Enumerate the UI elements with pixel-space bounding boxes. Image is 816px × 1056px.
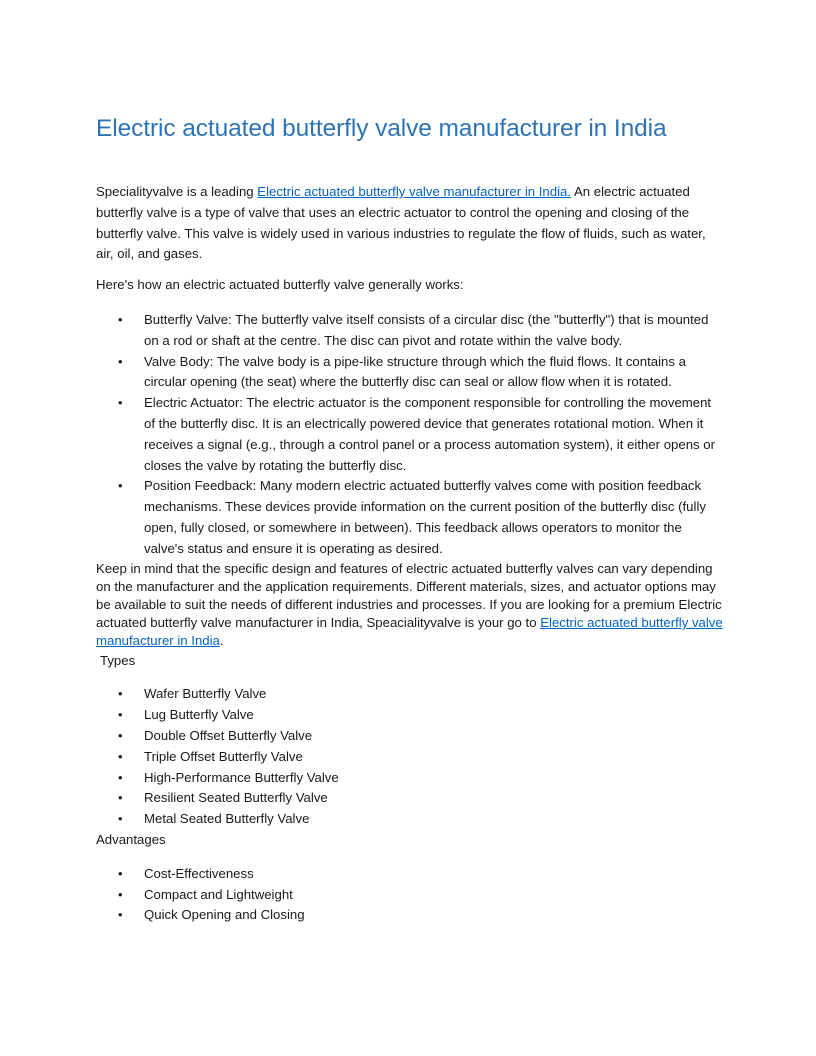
works-list [96, 310, 724, 560]
list-item [96, 352, 724, 394]
list-item [96, 684, 724, 705]
list-item [96, 393, 724, 476]
types-list [96, 684, 724, 830]
bullet-icon: • [118, 707, 123, 723]
bullet-icon: • [118, 811, 123, 827]
list-item [96, 768, 724, 789]
list-item-text: Double Offset Butterfly Valve [144, 727, 313, 743]
list-item [96, 809, 724, 830]
list-item [96, 476, 724, 559]
list-item [96, 705, 724, 726]
list-item [96, 788, 724, 809]
list-item-text: High-Performance Butterfly Valve [144, 769, 339, 785]
list-item [96, 905, 724, 926]
list-item [96, 310, 724, 352]
list-item-text: Quick Opening and Closing [144, 907, 305, 923]
list-item-text: Triple Offset Butterfly Valve [144, 748, 303, 764]
intro-link[interactable]: Electric actuated butterfly valve manufacturer in India. [257, 184, 572, 199]
keep-in-mind-text: Keep in mind that the specific design and features of electric actuated butterfly valves can vary depending on the manufacturer and the application requirements. Different materials, sizes, and actuator options may be available to suit the needs of different industries and processes. If you are looking for a premium Electric actuated butterfly valve manufacturer in India, Speacialityvalve is your go to [96, 560, 722, 631]
types-heading: Types [100, 652, 136, 668]
bullet-icon: • [118, 727, 123, 743]
bullet-icon: • [118, 886, 123, 902]
intro-prefix: Specialityvalve is a leading [96, 184, 258, 199]
bullet-icon: • [118, 748, 123, 764]
bullet-icon: • [118, 769, 123, 785]
list-item [96, 747, 724, 768]
list-item [96, 864, 724, 885]
bullet-icon: • [118, 790, 123, 806]
list-item-text: Resilient Seated Butterfly Valve [144, 790, 328, 806]
list-item [96, 885, 724, 906]
advantages-list [96, 864, 724, 926]
document-page [96, 112, 724, 926]
list-item-text: Wafer Butterfly Valve [144, 686, 267, 702]
bullet-icon: • [118, 907, 123, 923]
list-item-text: Metal Seated Butterfly Valve [144, 811, 310, 827]
bullet-icon: • [118, 353, 123, 369]
list-item-text: Cost-Effectiveness [144, 865, 254, 881]
bullet-icon: • [118, 686, 123, 702]
list-item-text: Position Feedback: Many modern electric actuated butterfly valves come with position feedback mechanisms. These devices provide information on the current position of the butterfly disc (fully open, fully closed, or somewhere in between). This feedback allows operators to monitor the valve's status and ensure it is operating as desired. [144, 478, 706, 556]
page-title: Electric actuated butterfly valve manufacturer in India [96, 115, 667, 142]
list-item-text: Lug Butterfly Valve [144, 707, 254, 723]
list-item-text: Compact and Lightweight [144, 886, 293, 902]
intro-suffix: An electric actuated butterfly valve is a type of valve that uses an electric actuator to control the opening and closing of the butterfly valve. This valve is widely used in various industries to regulate the flow of fluids, such as water, air, oil, and gases. [96, 184, 706, 262]
keep-in-mind-link[interactable]: Electric actuated butterfly valve manufacturer in India [96, 615, 723, 649]
keep-in-mind-paragraph [96, 560, 724, 651]
keep-in-mind-suffix: . [219, 633, 224, 649]
list-item-text: Electric Actuator: The electric actuator is the component responsible for controlling the movement of the butterfly disc. It is an electrically powered device that generates rotational motion. When it receives a signal (e.g., through a control panel or a process automation system), it either opens or closes the valve by rotating the butterfly disc. [144, 395, 716, 473]
bullet-icon: • [118, 478, 123, 494]
list-item-text: Butterfly Valve: The butterfly valve itself consists of a circular disc (the "butterfly") that is mounted on a rod or shaft at the centre. The disc can pivot and rotate within the valve body. [144, 311, 709, 348]
how-it-works-paragraph: Here's how an electric actuated butterfly valve generally works: [96, 277, 464, 293]
bullet-icon: • [118, 395, 123, 411]
intro-paragraph [96, 182, 724, 265]
bullet-icon: • [118, 865, 123, 881]
list-item [96, 726, 724, 747]
list-item-text: Valve Body: The valve body is a pipe-like structure through which the fluid flows. It contains a circular opening (the seat) where the butterfly disc can seal or allow flow when it is rotated. [144, 353, 686, 390]
bullet-icon: • [118, 311, 123, 327]
advantages-heading: Advantages [96, 831, 166, 847]
